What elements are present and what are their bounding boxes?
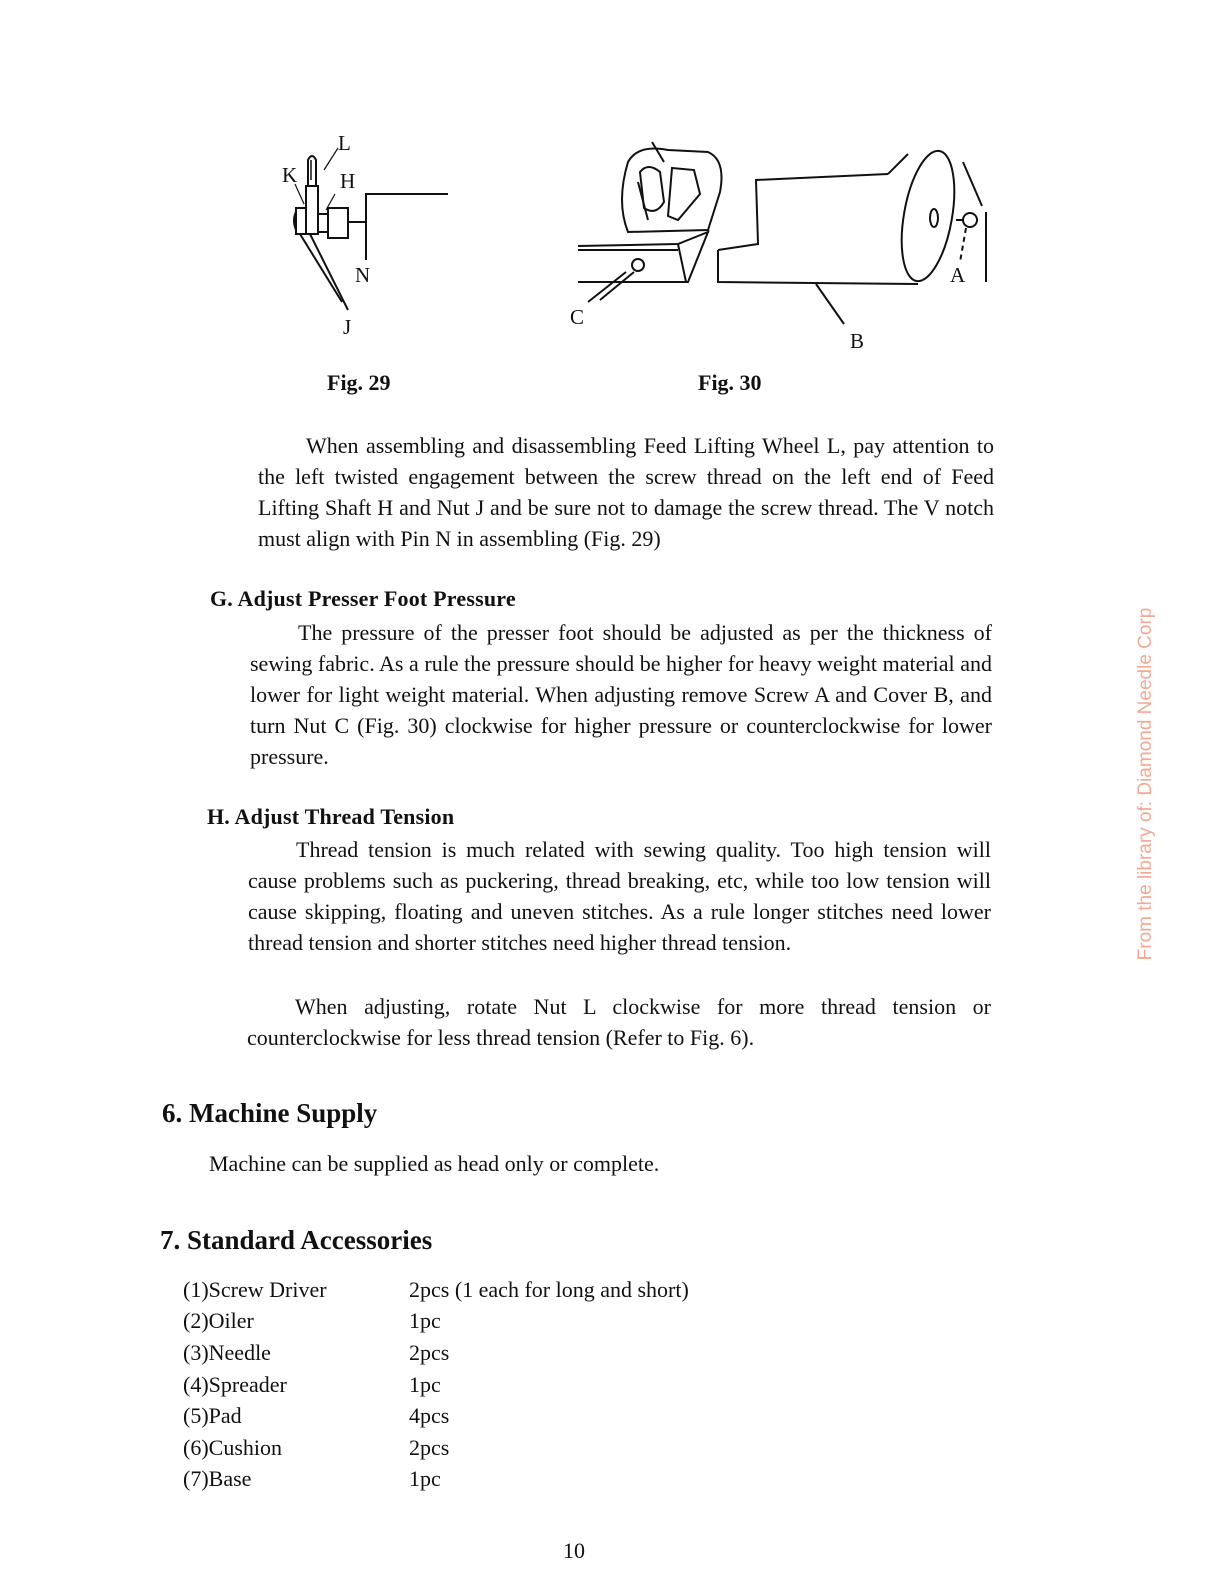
table-row — [183, 1464, 689, 1496]
fig-30-caption: Fig. 30 — [698, 370, 762, 395]
accessory-item: (5)Pad — [183, 1403, 242, 1429]
section-g-text: The pressure of the presser foot should be adjusted as per the thickness of sewing fabric. As a rule the pressure should be higher for heavy weight material and lower for light weight material. When adjusting remove Screw A and Cover B, and turn Nut C (Fig. 30) clockwise for higher pressure or counterclockwise for lower pressure. — [250, 620, 992, 769]
accessory-item: (6)Cushion — [183, 1434, 282, 1460]
accessory-qty: 2pcs — [409, 1434, 450, 1460]
section-h-heading: H. Adjust Thread Tension — [207, 804, 455, 829]
table-row — [183, 1337, 689, 1369]
accessory-item: (2)Oiler — [183, 1308, 254, 1334]
fig29-callout-L: L — [338, 131, 351, 155]
library-watermark: From the library of: Diamond Needle Corp — [1135, 607, 1156, 961]
section-6-text: Machine can be supplied as head only or complete. — [209, 1151, 660, 1176]
table-row — [183, 1274, 689, 1306]
figure-30-drawing — [568, 132, 998, 357]
fig-29-caption: Fig. 29 — [327, 370, 391, 395]
accessory-qty: 1pc — [409, 1466, 441, 1492]
accessory-qty: 4pcs — [409, 1403, 450, 1429]
fig30-callout-C: C — [570, 305, 585, 329]
accessory-qty: 2pcs (1 each for long and short) — [409, 1276, 689, 1302]
figure-29-drawing — [280, 130, 460, 345]
section-g-heading: G. Adjust Presser Foot Pressure — [210, 586, 516, 611]
table-row — [183, 1306, 689, 1338]
fig30-callout-B: B — [850, 329, 865, 353]
fig29-callout-K: K — [282, 163, 298, 187]
accessory-qty: 1pc — [409, 1371, 441, 1397]
page-number: 10 — [563, 1538, 585, 1563]
section-7-heading: 7. Standard Accessories — [160, 1225, 433, 1255]
table-row — [183, 1432, 689, 1464]
intro-paragraph: When assembling and disassembling Feed Lifting Wheel L, pay attention to the left twisted engagement between the screw thread on the left end of Feed Lifting Shaft H and Nut J and be sure not to damage the screw thread. The V notch must align with Pin N in assembling (Fig. 29) — [258, 433, 994, 551]
accessory-qty: 2pcs — [409, 1339, 450, 1365]
section-h-text-2: When adjusting, rotate Nut L clockwise for more thread tension or counterclockwise for less thread tension (Refer to Fig. 6). — [247, 994, 991, 1050]
accessory-item: (4)Spreader — [183, 1371, 287, 1397]
section-6-heading: 6. Machine Supply — [162, 1098, 378, 1128]
accessories-table — [183, 1274, 689, 1495]
fig29-callout-H: H — [340, 169, 356, 193]
section-h-text-1: Thread tension is much related with sewing quality. Too high tension will cause problems such as puckering, thread breaking, etc, while too low tension will cause skipping, floating and uneven stitches. As a rule longer stitches need lower thread tension and shorter stitches need higher thread tension. — [248, 837, 991, 955]
accessory-item: (3)Needle — [183, 1339, 271, 1365]
accessory-item: (7)Base — [183, 1466, 252, 1492]
accessory-qty: 1pc — [409, 1308, 441, 1334]
fig29-callout-N: N — [355, 263, 371, 287]
accessory-item: (1)Screw Driver — [183, 1276, 327, 1302]
table-row — [183, 1369, 689, 1401]
table-row — [183, 1400, 689, 1432]
fig29-callout-J: J — [343, 315, 352, 339]
fig30-callout-A: A — [950, 263, 966, 287]
